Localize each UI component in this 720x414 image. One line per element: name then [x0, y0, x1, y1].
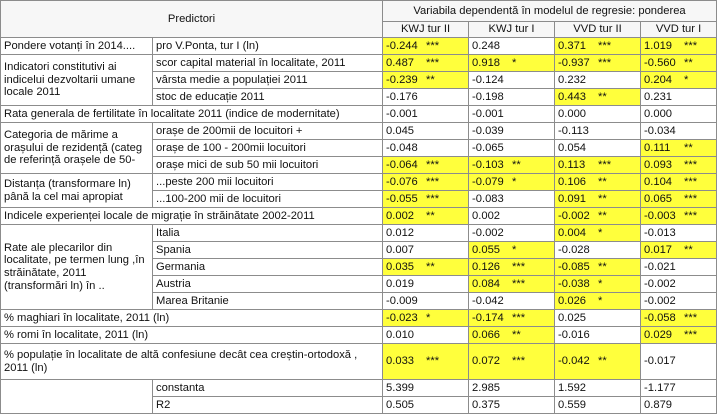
coefficient-cell: [555, 259, 641, 276]
coefficient-value: 0.918: [472, 56, 501, 69]
coefficient-value: 1.592: [558, 381, 587, 394]
predictor-group-label: Rata generala de fertilitate în localitate 2011 (indice de modernitate): [1, 106, 383, 123]
predictor-group-label: Distanța (transformare ln) până la cel mai apropiat: [1, 174, 153, 208]
coefficient-value: 0.025: [558, 311, 587, 324]
coefficient-value: -0.560: [644, 56, 676, 69]
coefficient-value: -0.002: [558, 209, 590, 222]
column-header: VVD tur II: [555, 22, 641, 38]
predictor-label: constanta: [153, 380, 383, 397]
predictor-label: stoc de educație 2011: [153, 89, 383, 106]
coefficient-value: 1.019: [644, 39, 673, 52]
coefficient-cell: [641, 157, 717, 174]
significance-stars: **: [426, 73, 435, 86]
coefficient-cell: [555, 208, 641, 225]
predictor-label: ...100-200 mii de locuitori: [153, 191, 383, 208]
coefficient-cell: [469, 38, 555, 55]
coefficient-value: 0.054: [558, 141, 587, 154]
coefficient-value: 0.002: [386, 209, 415, 222]
coefficient-value: -0.001: [386, 107, 418, 120]
significance-stars: **: [598, 90, 607, 103]
coefficient-value: -0.042: [472, 294, 504, 307]
significance-stars: ***: [512, 277, 526, 290]
coefficient-value: 0.093: [644, 158, 673, 171]
significance-stars: ***: [684, 158, 698, 171]
coefficient-cell: [555, 225, 641, 242]
coefficient-cell: [641, 191, 717, 208]
coefficient-cell: [383, 174, 469, 191]
significance-stars: **: [684, 243, 693, 256]
coefficient-cell: [383, 140, 469, 157]
significance-stars: **: [598, 260, 607, 273]
significance-stars: ***: [684, 209, 698, 222]
coefficient-value: 0.000: [558, 107, 587, 120]
coefficient-value: 0.002: [472, 209, 501, 222]
coefficient-value: -0.017: [644, 355, 676, 368]
coefficient-value: -0.174: [472, 311, 504, 324]
coefficient-cell: [469, 380, 555, 397]
predictor-group-label: [1, 380, 153, 414]
coefficient-cell: [555, 123, 641, 140]
coefficient-value: 0.091: [558, 192, 587, 205]
coefficient-cell: [469, 106, 555, 123]
coefficient-value: -0.198: [472, 90, 504, 103]
coefficient-value: 0.035: [386, 260, 415, 273]
significance-stars: ***: [426, 56, 440, 69]
table-row: [1, 208, 717, 225]
coefficient-cell: [641, 55, 717, 72]
coefficient-cell: [555, 89, 641, 106]
coefficient-cell: [469, 259, 555, 276]
coefficient-value: -0.003: [644, 209, 676, 222]
predictor-label: orașe de 200mii de locuitori +: [153, 123, 383, 140]
predictor-group-label: Categoria de mărime a orașului de rezidență (categ de referință orașele de 50-: [1, 123, 153, 174]
coefficient-value: -0.058: [644, 311, 676, 324]
coefficient-cell: [555, 276, 641, 293]
coefficient-value: -0.064: [386, 158, 418, 171]
predictor-label: Austria: [153, 276, 383, 293]
table-row: [1, 225, 717, 242]
significance-stars: *: [512, 243, 517, 256]
coefficient-value: -0.002: [644, 277, 676, 290]
predictor-group-label: Indicatori constitutivi ai indicelui dezvoltarii umane locale 2011: [1, 55, 153, 106]
table-row: [1, 310, 717, 327]
coefficient-value: 0.111: [644, 141, 671, 154]
coefficient-value: 0.113: [558, 158, 586, 171]
coefficient-value: -0.028: [558, 243, 590, 256]
coefficient-cell: [383, 72, 469, 89]
significance-stars: ***: [684, 328, 698, 341]
coefficient-cell: [469, 276, 555, 293]
coefficient-cell: [641, 380, 717, 397]
coefficient-value: -0.009: [386, 294, 418, 307]
coefficient-value: -0.002: [472, 226, 504, 239]
coefficient-cell: [641, 327, 717, 344]
coefficient-value: 0.026: [558, 294, 587, 307]
coefficient-value: -0.038: [558, 277, 590, 290]
coefficient-cell: [383, 106, 469, 123]
coefficient-value: -0.113: [558, 124, 589, 137]
coefficient-cell: [383, 225, 469, 242]
significance-stars: *: [512, 56, 517, 69]
coefficient-value: -0.079: [472, 175, 504, 188]
coefficient-cell: [555, 55, 641, 72]
coefficient-value: 0.559: [558, 398, 587, 411]
significance-stars: **: [598, 209, 607, 222]
predictor-label: Italia: [153, 225, 383, 242]
coefficient-cell: [383, 89, 469, 106]
coefficient-value: -0.244: [386, 39, 418, 52]
significance-stars: **: [512, 158, 521, 171]
coefficient-cell: [383, 344, 469, 380]
coefficient-cell: [555, 174, 641, 191]
coefficient-value: -0.239: [386, 73, 418, 86]
predictor-label: R2: [153, 397, 383, 414]
significance-stars: *: [598, 277, 603, 290]
header-row-1: [1, 1, 717, 22]
coefficient-cell: [383, 293, 469, 310]
table-row: [1, 38, 717, 55]
coefficient-value: -0.065: [472, 141, 504, 154]
coefficient-cell: [469, 72, 555, 89]
coefficient-cell: [469, 140, 555, 157]
predictor-group-label: Rate ale plecarilor din localitate, pe termen lung ,în străinătate, 2011 (transformări ln) în ..: [1, 225, 153, 310]
coefficient-value: 0.012: [386, 226, 415, 239]
coefficient-cell: [641, 276, 717, 293]
coefficient-value: 0.066: [472, 328, 501, 341]
coefficient-value: 0.072: [472, 355, 501, 368]
coefficient-cell: [555, 157, 641, 174]
coefficient-value: 0.204: [644, 73, 673, 86]
coefficient-value: 0.232: [558, 73, 587, 86]
coefficient-cell: [383, 310, 469, 327]
coefficient-cell: [383, 208, 469, 225]
coefficient-value: -1.177: [644, 381, 676, 394]
column-header: KWJ tur II: [383, 22, 469, 38]
table-row: [1, 344, 717, 380]
coefficient-cell: [383, 157, 469, 174]
predictor-label: orașe mici de sub 50 mii locuitori: [153, 157, 383, 174]
coefficient-cell: [641, 259, 717, 276]
coefficient-value: 0.126: [472, 260, 501, 273]
coefficient-value: 0.443: [558, 90, 587, 103]
coefficient-value: 0.248: [472, 39, 501, 52]
coefficient-value: 0.045: [386, 124, 415, 137]
coefficient-value: -0.042: [558, 355, 590, 368]
significance-stars: ***: [512, 260, 526, 273]
significance-stars: *: [598, 294, 603, 307]
coefficient-cell: [555, 106, 641, 123]
coefficient-cell: [641, 208, 717, 225]
coefficient-cell: [641, 174, 717, 191]
coefficient-cell: [469, 327, 555, 344]
significance-stars: **: [598, 355, 607, 368]
predictor-label: Spania: [153, 242, 383, 259]
table-row: [1, 174, 717, 191]
coefficient-value: 0.505: [386, 398, 415, 411]
coefficient-value: -0.048: [386, 141, 418, 154]
coefficient-cell: [555, 380, 641, 397]
coefficient-value: 0.019: [386, 277, 415, 290]
significance-stars: ***: [684, 39, 698, 52]
significance-stars: **: [426, 209, 435, 222]
coefficient-cell: [641, 123, 717, 140]
coefficient-value: -0.023: [386, 311, 418, 324]
coefficient-cell: [555, 327, 641, 344]
coefficient-cell: [469, 174, 555, 191]
coefficient-value: 0.000: [644, 107, 673, 120]
coefficient-cell: [383, 38, 469, 55]
coefficient-cell: [383, 242, 469, 259]
significance-stars: *: [684, 73, 689, 86]
coefficient-value: 0.487: [386, 56, 415, 69]
coefficient-cell: [641, 140, 717, 157]
coefficient-value: 0.007: [386, 243, 415, 256]
significance-stars: **: [598, 175, 607, 188]
significance-stars: *: [598, 226, 603, 239]
coefficient-cell: [469, 123, 555, 140]
coefficient-value: 0.231: [644, 90, 673, 103]
coefficient-value: 0.017: [644, 243, 673, 256]
significance-stars: ***: [426, 192, 440, 205]
predictor-group-label: % maghiari în localitate, 2011 (ln): [1, 310, 383, 327]
coefficient-cell: [555, 140, 641, 157]
coefficient-cell: [641, 242, 717, 259]
coefficient-value: -0.021: [644, 260, 676, 273]
predictor-label: pro V.Ponta, tur I (ln): [153, 38, 383, 55]
significance-stars: *: [426, 311, 431, 324]
column-header: KWJ tur I: [469, 22, 555, 38]
table-row: [1, 123, 717, 140]
column-header: VVD tur I: [641, 22, 717, 38]
significance-stars: ***: [512, 311, 526, 324]
coefficient-value: -0.085: [558, 260, 590, 273]
coefficient-value: -0.013: [644, 226, 676, 239]
coefficient-cell: [555, 310, 641, 327]
coefficient-value: -0.176: [386, 90, 418, 103]
coefficient-value: 0.004: [558, 226, 587, 239]
coefficient-cell: [641, 225, 717, 242]
coefficient-cell: [383, 327, 469, 344]
coefficient-value: -0.016: [558, 328, 590, 341]
coefficient-value: 0.375: [472, 398, 501, 411]
coefficient-cell: [641, 106, 717, 123]
predictors-header: Predictori: [1, 1, 383, 38]
coefficient-value: -0.034: [644, 124, 676, 137]
coefficient-value: 0.065: [644, 192, 673, 205]
coefficient-value: 0.106: [558, 175, 587, 188]
significance-stars: **: [598, 192, 607, 205]
predictor-label: ...peste 200 mii locuitori: [153, 174, 383, 191]
significance-stars: ***: [512, 355, 526, 368]
significance-stars: **: [684, 56, 693, 69]
coefficient-cell: [383, 380, 469, 397]
coefficient-value: -0.076: [386, 175, 418, 188]
significance-stars: **: [426, 260, 435, 273]
coefficient-cell: [641, 72, 717, 89]
coefficient-value: -0.039: [472, 124, 504, 137]
coefficient-cell: [469, 242, 555, 259]
table-row: [1, 106, 717, 123]
significance-stars: **: [684, 141, 693, 154]
table-row: [1, 327, 717, 344]
significance-stars: ***: [684, 311, 698, 324]
coefficient-value: 0.010: [386, 328, 415, 341]
table-row: [1, 380, 717, 397]
significance-stars: ***: [426, 355, 440, 368]
coefficient-cell: [641, 310, 717, 327]
coefficient-cell: [469, 344, 555, 380]
coefficient-value: -0.103: [472, 158, 504, 171]
coefficient-cell: [469, 310, 555, 327]
coefficient-cell: [469, 55, 555, 72]
predictor-group-label: Pondere votanți în 2014....: [1, 38, 153, 55]
predictor-label: orașe de 100 - 200mii locuitori: [153, 140, 383, 157]
predictor-group-label: Indicele experienței locale de migrație în străinătate 2002-2011: [1, 208, 383, 225]
coefficient-cell: [555, 191, 641, 208]
predictor-label: Marea Britanie: [153, 293, 383, 310]
predictor-label: scor capital material în localitate, 2011: [153, 55, 383, 72]
significance-stars: ***: [426, 39, 440, 52]
coefficient-cell: [383, 276, 469, 293]
coefficient-value: 0.084: [472, 277, 501, 290]
significance-stars: ***: [598, 39, 612, 52]
coefficient-value: -0.002: [644, 294, 676, 307]
predictor-group-label: % romi în localitate, 2011 (ln): [1, 327, 383, 344]
coefficient-value: 2.985: [472, 381, 501, 394]
coefficient-cell: [555, 72, 641, 89]
significance-stars: ***: [426, 175, 440, 188]
table-row: [1, 55, 717, 72]
significance-stars: **: [512, 328, 521, 341]
coefficient-value: 0.879: [644, 398, 673, 411]
coefficient-value: -0.937: [558, 56, 590, 69]
coefficient-value: -0.124: [472, 73, 504, 86]
coefficient-cell: [555, 242, 641, 259]
significance-stars: ***: [598, 56, 612, 69]
coefficient-value: -0.001: [472, 107, 504, 120]
coefficient-value: 0.029: [644, 328, 673, 341]
coefficient-cell: [641, 89, 717, 106]
predictor-group-label: % populație în localitate de altă confesiune decât cea creștin-ortodoxă , 2011 (ln): [1, 344, 383, 380]
coefficient-cell: [469, 293, 555, 310]
coefficient-value: 0.371: [558, 39, 587, 52]
predictor-label: Germania: [153, 259, 383, 276]
coefficient-cell: [469, 89, 555, 106]
coefficient-value: 0.055: [472, 243, 501, 256]
coefficient-value: -0.055: [386, 192, 418, 205]
coefficient-cell: [469, 157, 555, 174]
coefficient-value: 0.104: [644, 175, 673, 188]
significance-stars: ***: [598, 158, 612, 171]
coefficient-cell: [641, 344, 717, 380]
coefficient-cell: [383, 259, 469, 276]
coefficient-cell: [555, 293, 641, 310]
coefficient-cell: [641, 38, 717, 55]
coefficient-cell: [555, 344, 641, 380]
coefficient-cell: [641, 293, 717, 310]
significance-stars: ***: [684, 175, 698, 188]
coefficient-cell: [469, 225, 555, 242]
significance-stars: *: [512, 175, 517, 188]
coefficient-cell: [555, 38, 641, 55]
predictor-label: vârsta medie a populației 2011: [153, 72, 383, 89]
table-body: [1, 38, 717, 414]
coefficient-cell: [469, 191, 555, 208]
coefficient-cell: [383, 123, 469, 140]
significance-stars: ***: [684, 192, 698, 205]
coefficient-value: 5.399: [386, 381, 415, 394]
coefficient-value: 0.033: [386, 355, 415, 368]
significance-stars: ***: [426, 158, 440, 171]
coefficient-cell: [469, 208, 555, 225]
coefficient-value: -0.083: [472, 192, 504, 205]
coefficient-cell: [383, 191, 469, 208]
dependent-variable-header: Variabila dependentă în modelul de regresie: ponderea: [383, 1, 717, 22]
coefficient-cell: [383, 55, 469, 72]
